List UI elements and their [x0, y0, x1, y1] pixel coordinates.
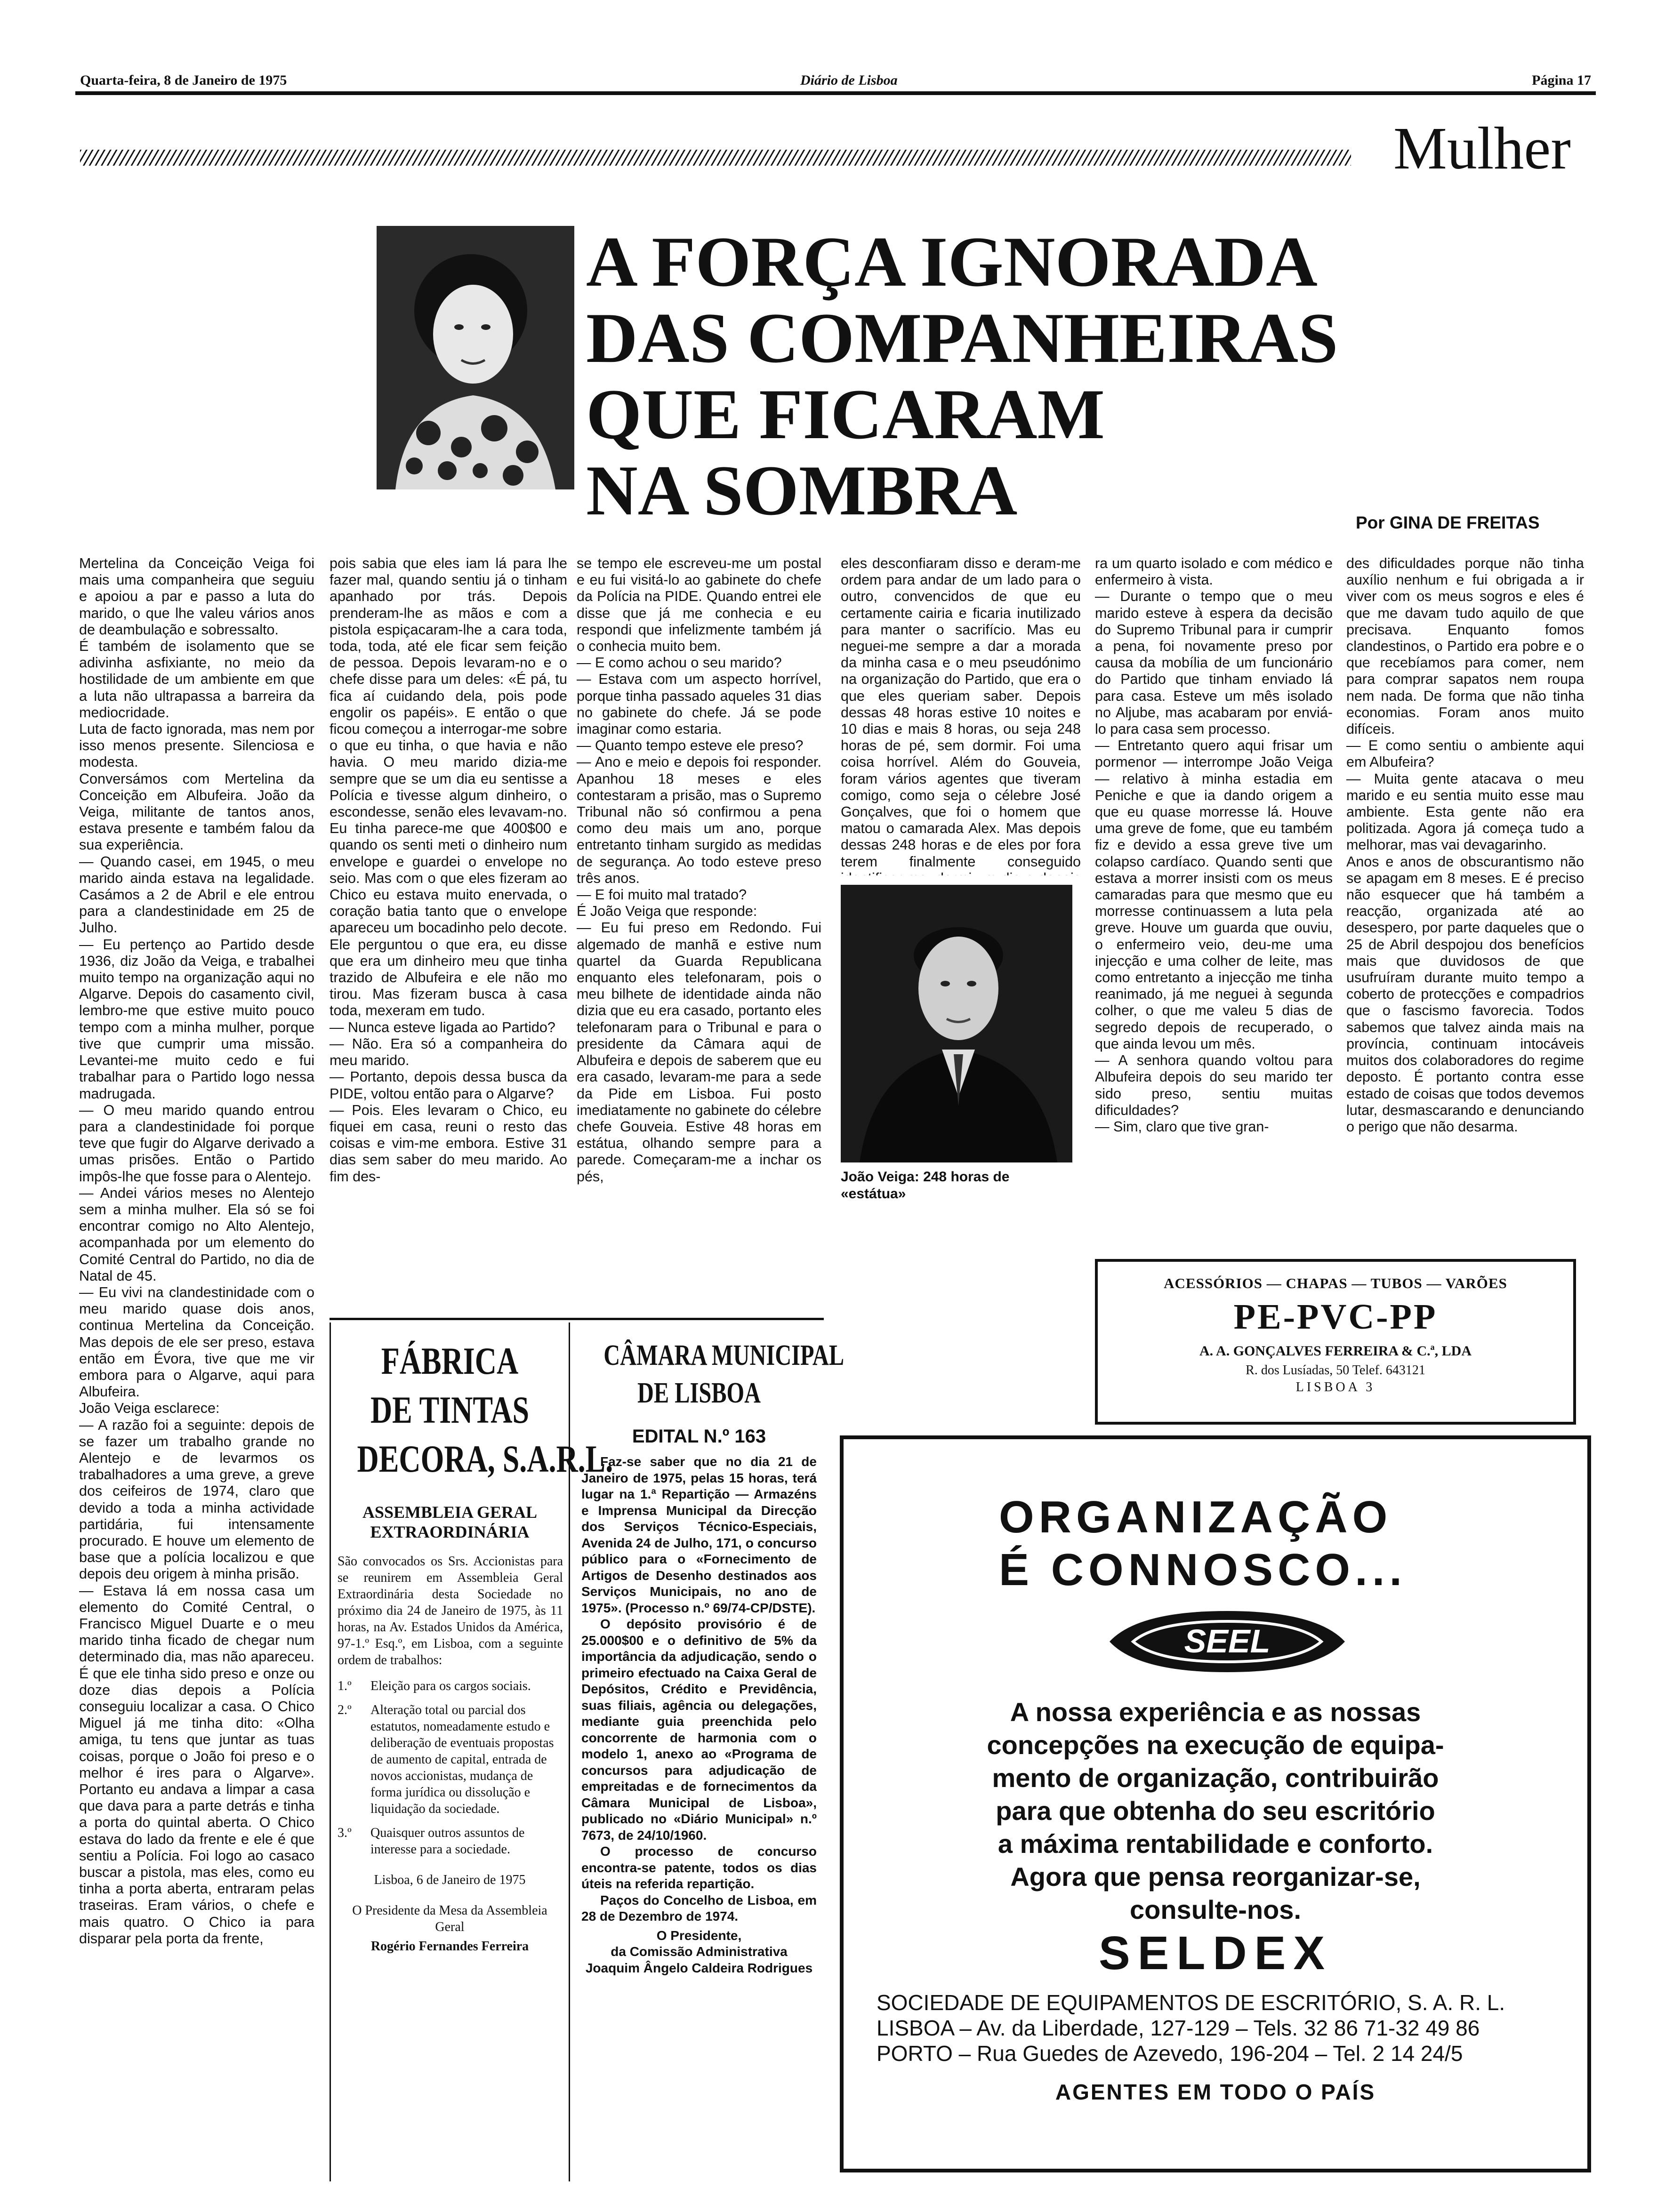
paragraph: — O meu marido quando entrou para a clandestinidade foi porque teve que fugir do Algarve derivado a umas prisões. Então o Partido impôs-lhe que fosse para o Alentejo. — [79, 1102, 314, 1185]
paragraph: Faz-se saber que no dia 21 de Janeiro de 1975, pelas 15 horas, terá lugar na 1.ª Repartição — Armazéns e Imprensa Municipal da Direcção dos Serviços Técnico-Especiais, Avenida 24 de Julho, 171, o concurso público para o «Fornecimento de Artigos de Desenho destinados aos Serviços Municipais, no ano de 1975». (Processo n.º 69/74-CP/DSTE). — [581, 1454, 817, 1615]
ad-pvc-big: PE-PVC-PP — [1233, 1297, 1438, 1337]
paragraph: — Estava lá em nossa casa um elemento do Comité Central, o Francisco Miguel Duarte e o meu marido tinha ficado de chegar num determinado dia, mas não apareceu. É que ele tinha sido preso e onze ou doze dias depois a Polícia conseguiu localizar a casa. O Chico Miguel já me tinha dito: «Olha amiga, tu tens que juntar as tuas coisas, porque o João foi preso e o melhor é ires para o Algarve». Portanto eu andava a limpar a casa que dava para a parte detrás e tinha a porta do quintal aberta. O Chico estava do lado da frente e ele é que sentiu a Polícia. Foi logo ao casaco buscar a pistola, mas eles, como eu tinha a porta aberta, entraram pelas traseiras. Eram vários, o chefe e mais quatro. O Chico ia para disparar pela porta da frente, — [79, 1582, 314, 1947]
ad-pvc-line1: ACESSÓRIOS — CHAPAS — TUBOS — VARÕES — [1164, 1275, 1507, 1291]
seel-logo-text: SEEL — [1184, 1623, 1271, 1659]
item-number: 3.º — [338, 1826, 352, 1840]
item-text: Alteração total ou parcial dos estatutos, nomeadamente estudo e deliberação de eventuais propostas de aumento de capital, entrada de novos accionistas, mudança de forma jurídica ou dissolução e liquidação da sociedade. — [370, 1703, 554, 1816]
paragraph: — Eu pertenço ao Partido desde 1936, diz João da Veiga, e trabalhei muito tempo na organização aqui no Algarve. Depois do casamento civil, lembro-me que estive muito pouco tempo com a minha mulher, porque tive que cumprir uma missão. Levantei-me muito cedo e fui trabalhar para o Partido logo nessa madrugada. — [79, 936, 314, 1102]
paragraph: — E como sentiu o ambiente aqui em Albufeira? — [1346, 737, 1584, 770]
paragraph: — E foi muito mal tratado? — [577, 887, 747, 903]
ad-tintas-heading — [331, 1502, 569, 1542]
paragraph: Conversámos com Mertelina da Conceição em Albufeira. João da Veiga, militante de tantos anos, estava presente e também falou da sua experiência. — [79, 770, 314, 853]
paragraph: O processo de concurso encontra-se patente, todos os dias úteis na referida repartição. — [581, 1844, 817, 1891]
ad-seldex-body-line: mento de organização, contribuirão — [992, 1763, 1439, 1793]
photo-caption: João Veiga: 248 horas de «estátua» — [841, 1169, 1010, 1202]
masthead-date: Quarta-feira, 8 de Janeiro de 1975 — [80, 72, 287, 88]
paragraph: ra um quarto isolado e com médico e enfermeiro à vista. — [1095, 555, 1333, 588]
ad-tintas-item — [338, 1825, 563, 1858]
headline-line: QUE FICARAM — [586, 375, 1105, 454]
ad-fabrica-tintas — [330, 1322, 613, 2181]
paragraph: — Quanto tempo esteve ele preso? — [577, 737, 804, 754]
paragraph: — Entretanto quero aqui frisar um pormenor — interrompe João Veiga — relativo à minha estadia em Peniche e que ia dando origem a que eu quase morresse lá. Houve uma greve de fome, que eu também fiz e devido a essa greve tive um colapso cardíaco. Quando senti que estava a morrer insisti com os meus camaradas para que mesmo que eu morresse continuassem a luta pela greve. Houve um guarda que ouviu, o enfermeiro veio, deu-me uma injecção e uma colher de leite, mas como entretanto a injecção me tinha reanimado, já me neguei à segunda colher, o que me valeu 5 dias de segredo depois de recuperado, o que ainda levou um mês. — [1095, 737, 1333, 1052]
paragraph: — A razão foi a seguinte: depois de se fazer um trabalho grande no Alentejo e de levarmos os trabalhadores a uma greve, a greve dos ceifeiros de 1974, claro que devido a toda a minha actividade partidária, fui intensamente procurado. E houve um elemento de base que a polícia localizou e que depois deu origem à minha prisão. — [79, 1417, 314, 1582]
paragraph: se tempo ele escreveu-me um postal e eu fui visitá-lo ao gabinete do chefe da Polícia na PIDE. Quando entrei ele disse que já me conhecia e eu respondi que infelizmente também já o conhecia muito bem. — [577, 555, 821, 655]
ad-seldex-lines — [877, 1990, 1564, 2066]
paragraph: — Pois. Eles levaram o Chico, eu fiquei em casa, reuni o resto das coisas e vim-me embora. Estive 31 dias sem saber do meu marido. Ao fim des- — [330, 1102, 567, 1185]
paragraph: O depósito provisório é de 25.000$00 e o definitivo de 5% da importância da adjudicação, sendo o primeiro efectuado na Caixa Geral de Depósitos, Crédito e Previdência, suas filiais, agência ou delegações, mediante guia preenchida pelo concorrente de harmonia com o modelo 1, anexo ao «Programa de concursos para adjudicação de empreitadas e de fornecimentos da Câmara Municipal de Lisboa», publicado no «Diário Municipal» n.º 7673, de 24/10/1960. — [581, 1617, 817, 1843]
headline — [586, 224, 1386, 529]
ad-tintas-heading-line: ASSEMBLEIA GERAL — [362, 1503, 538, 1522]
ad-seldex-headline-line: ORGANIZAÇÃO — [999, 1492, 1392, 1542]
item-text: Quaisquer outros assuntos de interesse para a sociedade. — [370, 1826, 525, 1857]
ad-seldex-brand: SELDEX — [1098, 1927, 1333, 1980]
man-portrait-image — [841, 885, 1072, 1162]
ad-seldex-line: SOCIEDADE DE EQUIPAMENTOS DE ESCRITÓRIO, S. A. R. L. — [877, 1990, 1505, 2015]
ad-tintas-heading-line: EXTRAORDINÁRIA — [370, 1523, 530, 1541]
paragraph: É também de isolamento que se adivinha asfixiante, no meio da hostilidade de um ambiente em que a luta não ultrapassa a barreira da mediocridade. — [79, 638, 314, 721]
paragraph: Mertelina da Conceição Veiga foi mais uma companheira que seguiu e apoiou a par e passo a luta do marido, o que lhe valeu vários anos de deambulação e sobressalto. — [79, 555, 314, 638]
paragraph: Paços do Concelho de Lisboa, em 28 de Dezembro de 1974. — [581, 1892, 817, 1923]
ad-tintas-intro: São convocados os Srs. Accionistas para se reunirem em Assembleia Geral Extraordinária desta Sociedade no próximo dia 24 de Janeiro de 1975, às 11 horas, na Av. Estados Unidos da América, 97-1.º Esq.º, em Lisboa, com a seguinte ordem de trabalhos: — [338, 1554, 563, 1667]
paragraph: — Muita gente atacava o meu marido e eu sentia muito esse mau ambiente. Esta gente não era politizada. Agora já começa tudo a melhorar, mas vai devagarinho. — [1346, 770, 1584, 853]
ad-tintas-title-line: DECORA, S.A.R.L. — [357, 1437, 613, 1480]
headline-line: DAS COMPANHEIRAS — [586, 298, 1338, 377]
masthead-page: Página 17 — [1532, 72, 1591, 88]
paragraph: — Andei vários meses no Alentejo sem a minha mulher. Ela só se foi encontrar comigo no Alto Alentejo, acompanhada por um elemento do Comité Central do Partido, no dia de Natal de 45. — [79, 1185, 314, 1284]
woman-portrait-image — [377, 226, 574, 489]
ad-seldex-body-line: a máxima rentabilidade e conforto. — [997, 1829, 1433, 1859]
signoff-line: O Presidente, — [656, 1928, 742, 1943]
ad-tintas-date: Lisboa, 6 de Janeiro de 1975 — [374, 1873, 526, 1887]
ad-tintas-items — [338, 1678, 563, 1858]
paragraph: pois sabia que eles iam lá para lhe fazer mal, quando sentiu já o tinham apanhado por trás. Depois prenderam-lhe as mãos e com a pistola espiçacaram-lhe a cara toda, toda, toda, até ele ficar sem feição de pessoa. Depois levaram-no e o chefe disse para um deles: «É pá, tu fica aí cuidando dela, pois pode engolir os papéis». E então o que ficou começou a interrogar-me sobre o que eu tinha, o que havia e não havia. O meu marido dizia-me sempre que se um dia eu sentisse a Polícia e tivesse algum dinheiro, o escondesse, senão eles levavam-no. Eu tinha parece-me que 400$00 e quando os senti meti o dinheiro num envelope e guardei o envelope no seio. Mas com o que eles fizeram ao Chico eu estava muito enervada, o coração batia tanto que o envelope apareceu um bocadinho pelo decote. Ele perguntou o que era, eu disse que era um dinheiro meu que tinha trazido de Albufeira e ele não mo tirou. Mas fizeram busca à casa toda, mexeram em tudo. — [330, 555, 567, 1019]
ad-camara-edital: EDITAL N.º 163 — [632, 1426, 766, 1447]
paragraph: Luta de facto ignorada, mas nem por isso menos presente. Silenciosa e modesta. — [79, 721, 314, 770]
ad-seldex-body-line: A nossa experiência e as nossas — [1010, 1697, 1421, 1727]
ad-tintas-signoff: O Presidente da Mesa da Assembleia Geral — [352, 1903, 547, 1934]
paragraph: — Portanto, depois dessa busca da PIDE, voltou então para o Algarve? — [330, 1069, 567, 1102]
article-column-3 — [577, 555, 821, 1313]
ad-pvc — [1095, 1259, 1576, 1425]
ad-tintas-title-line: DE TINTAS — [370, 1388, 530, 1431]
paragraph: — E como achou o seu marido? — [577, 655, 782, 671]
ad-pvc-address: R. dos Lusíadas, 50 Telef. 643121 — [1246, 1363, 1425, 1378]
ad-camara-title — [603, 1337, 845, 1412]
man-photo — [841, 885, 1072, 1162]
ad-seldex-line: PORTO – Rua Guedes de Azevedo, 196-204 – Tel. 2 14 24/5 — [877, 2041, 1463, 2066]
ad-tintas-item — [338, 1702, 563, 1817]
paragraph: — Durante o tempo que o meu marido esteve à espera da decisão do Supremo Tribunal para ir cumprir a pena, foi novamente preso por causa da mobília de um funcionário do Partido que tinham enviado lá para casa. Esteve um mês isolado no Aljube, mas acabaram por enviá-lo para casa sem processo. — [1095, 588, 1333, 737]
ad-seldex-headline-line: É CONNOSCO... — [999, 1545, 1407, 1595]
headline-line: NA SOMBRA — [586, 451, 1018, 530]
signoff-line: da Comissão Administrativa — [611, 1944, 788, 1959]
ad-camara-signoff — [581, 1928, 817, 1977]
ad-tintas-signature: Rogério Fernandes Ferreira — [370, 1939, 529, 1954]
ad-seldex-body-line: consulte-nos. — [1129, 1895, 1302, 1924]
ad-camara-title-line: CÂMARA MUNICIPAL — [603, 1339, 845, 1371]
paragraph: — Eu fui preso em Redondo. Fui algemado de manhã e estive num quartel da Guarda Republicana enquanto eles telefonaram, pois o meu bilhete de identidade ainda não dizia que eu era casado, portanto eles telefonaram para o Tribunal e para o presidente da Câmara aqui de Albufeira e depois de saberem que eu era casado, levaram-me para a sede da Pide em Lisboa. Fui posto imediatamente no gabinete do célebre chefe Gouveia. Estive 48 horas em estátua, olhando sempre para a parede. Começaram-me a inchar os pés, — [577, 920, 821, 1185]
article-column-2 — [330, 555, 567, 1313]
headline-line: A FORÇA IGNORADA — [586, 222, 1318, 301]
ad-pvc-city: LISBOA 3 — [1295, 1380, 1375, 1395]
paragraph: — Estava com um aspecto horrível, porque tinha passado aqueles 31 dias no gabinete do chefe. Já se pode imaginar como estaria. — [577, 671, 821, 737]
ad-camara-title-line: DE LISBOA — [637, 1377, 761, 1409]
masthead-paper: Diário de Lisboa — [800, 72, 898, 88]
item-number: 2.º — [338, 1703, 352, 1717]
item-text: Eleição para os cargos sociais. — [370, 1679, 531, 1693]
article-column-6 — [1346, 555, 1584, 1242]
article-column-1 — [79, 555, 314, 2184]
column-4-continuation — [841, 1205, 1081, 1426]
paragraph: eles desconfiaram disso e deram-me ordem para andar de um lado para o outro, convencidos de que eu certamente cairia e ficaria inutilizado para manter o sacrifício. Mas eu neguei-me sempre a dar a morada da minha casa e o meu pseudónimo na organização do Partido, que era o que eles queriam saber. Depois dessas 48 horas estive 10 noites e 10 dias e mais 8 horas, ou seja 248 horas de pé, sem dormir. Foi uma coisa horrível. Além do Gouveia, foram vários agentes que tiveram comigo, como seja o célebre José Gonçalves, que foi o homem que matou o camarada Alex. Mas depois dessas 248 horas e de eles por fora terem finalmente conseguido — [841, 555, 1081, 870]
paragraph: — Não. Era só a companheira do meu marido. — [330, 1035, 567, 1069]
ad-seldex-body — [844, 1696, 1587, 1926]
item-number: 1.º — [338, 1679, 352, 1693]
paragraph: É João Veiga que responde: — [577, 903, 757, 920]
ad-seldex-headline — [999, 1491, 1407, 1596]
ad-camara-signature: Joaquim Ângelo Caldeira Rodrigues — [585, 1960, 813, 1975]
ad-seldex-line: LISBOA – Av. da Liberdade, 127-129 – Tels. 32 86 71-32 49 86 — [877, 2016, 1480, 2040]
ad-seldex-footer: AGENTES EM TODO O PAÍS — [1055, 2080, 1376, 2104]
ad-seldex-body-line: concepções na execução de equipa- — [987, 1730, 1444, 1760]
paragraph: João Veiga esclarece: — [79, 1400, 220, 1417]
article-column-5 — [1095, 555, 1333, 1242]
ad-top-rule — [330, 1318, 824, 1320]
portrait-photo — [377, 226, 574, 489]
paragraph: des dificuldades porque não tinha auxílio nenhum e fui obrigada a ir viver com os meus sogros e eles é que me davam tudo aquilo de que precisava. Enquanto fomos clandestinos, o Partido era pobre e o que recebíamos para comer, nem para comprar sapatos nem roupa nem nada. De forma que não tinha economias. Foram anos muito difíceis. — [1346, 555, 1584, 737]
paragraph: — Sim, claro que tive gran- — [1095, 1118, 1269, 1135]
masthead — [75, 71, 1596, 95]
byline: Por GINA DE FREITAS — [1356, 513, 1540, 532]
ad-camara-body — [581, 1454, 817, 1976]
section-hatch-rule — [80, 150, 1351, 166]
ad-tintas-title — [357, 1337, 613, 1483]
paragraph: — Quando casei, em 1945, o meu marido ainda estava na legalidade. Casámos a 2 de Abril e ele entrou para a clandestinidade em 25 de Julho. — [79, 853, 314, 936]
ad-seldex — [840, 1435, 1591, 2172]
paragraph: — Nunca esteve ligada ao Partido? — [330, 1019, 555, 1035]
paragraph: Anos e anos de obscurantismo não se apagam em 8 meses. E é preciso não esquecer que há também a reacção, organizada até ao desespero, por parte daqueles que o 25 de Abril despojou dos benefícios mais que duvidosos de que usufruíram durante muito tempo a coberto de protecções e compadrios que o fascismo favorecia. Todos sabemos que talvez ainda mais na província, continuam intocáveis muitos dos colaboradores do regime deposto. É portanto contra esse estado de coisas que todos devemos lutar, desmascarando e denunciando o perigo que não desarma. — [1346, 853, 1584, 1135]
paragraph: — Ano e meio e depois foi responder. Apanhou 18 meses e eles contestaram a prisão, mas o Supremo Tribunal não só confirmou a pena como deu mais um ano, porque entretanto tinham surgido as medidas de segurança. Ao todo esteve preso três anos. — [577, 754, 821, 886]
ad-seldex-body-line: para que obtenha do seu escritório — [996, 1796, 1435, 1826]
ad-camara-municipal — [577, 1322, 845, 2181]
ad-tintas-item — [338, 1678, 563, 1694]
paragraph: — A senhora quando voltou para Albufeira depois do seu marido ter sido preso, sentiu muitas dificuldades? — [1095, 1052, 1333, 1118]
paragraph: — Eu vivi na clandestinidade com o meu marido quase dois anos, continua Mertelina da Conceição. Mas depois de ele ser preso, estava então em Évora, tive que me vir embora para o Algarve, aqui para Albufeira. — [79, 1284, 314, 1400]
ad-tintas-title-line: FÁBRICA — [381, 1339, 519, 1382]
seel-logo-icon — [1105, 1606, 1350, 1677]
ad-pvc-company: A. A. GONÇALVES FERREIRA & C.ª, LDA — [1199, 1343, 1472, 1359]
ad-seldex-body-line: Agora que pensa reorganizar-se, — [1010, 1862, 1421, 1891]
section-title: Mulher — [1393, 115, 1571, 182]
